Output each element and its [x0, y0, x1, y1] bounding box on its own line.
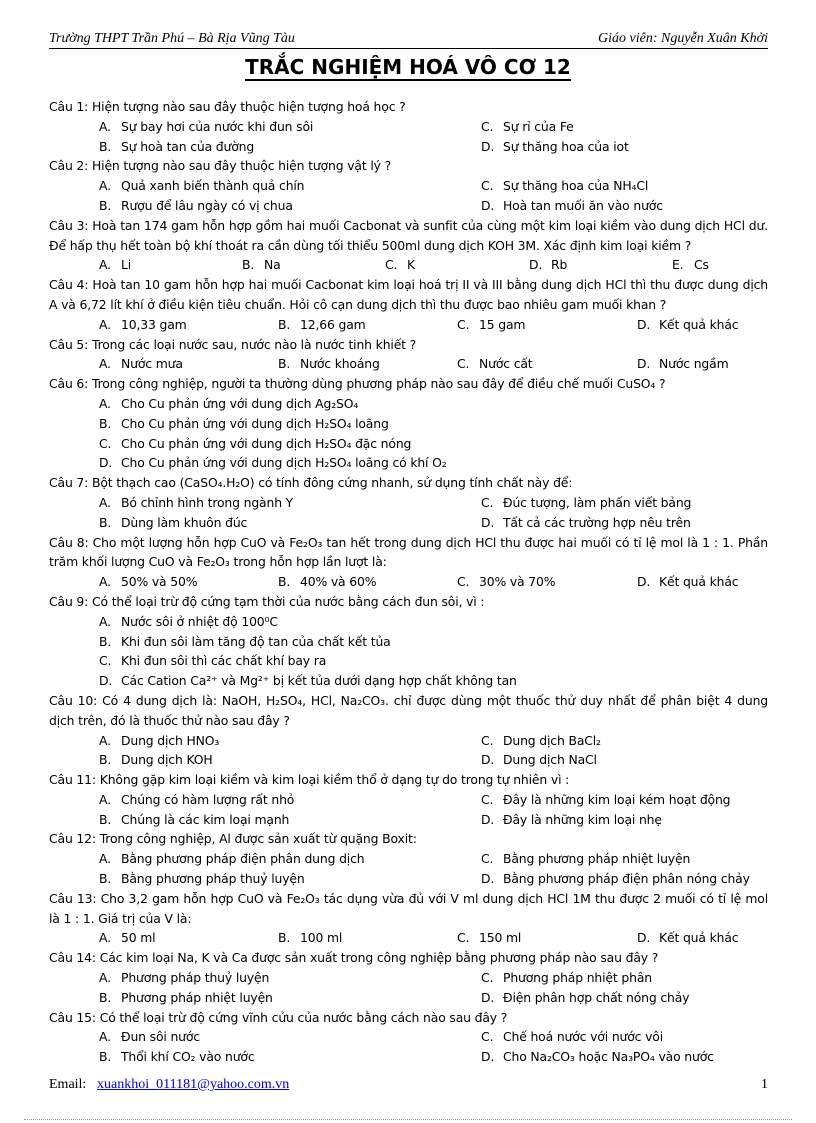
option-text: Đây là những kim loại nhẹ — [503, 811, 662, 827]
question-stem: Câu 9: Có thể loại trừ độ cứng tạm thời của nước bằng cách đun sôi, vì : — [49, 593, 485, 609]
option-letter: A. — [99, 257, 111, 273]
option-text: Bó chỉnh hình trong ngành Y — [121, 494, 294, 510]
option-text: Sự thăng hoa của NH₄Cl — [503, 178, 649, 194]
options-row — [49, 572, 768, 592]
option-text: Dung dịch NaCl — [503, 752, 597, 768]
option-text: Nước khoáng — [300, 356, 380, 372]
option-letter: D. — [481, 752, 495, 768]
option-letter: C. — [481, 851, 494, 867]
options-row — [49, 968, 768, 988]
options-row — [49, 255, 768, 275]
option-letter: D. — [481, 1049, 495, 1065]
option-letter: A. — [99, 574, 111, 590]
option-text: Nước sôi ở nhiệt độ 100⁰C — [121, 613, 278, 629]
option-text: Bằng phương pháp nhiệt luyện — [503, 851, 691, 867]
option-text: 150 ml — [479, 930, 522, 946]
option-letter: A. — [99, 178, 111, 194]
option-letter: B. — [99, 811, 112, 827]
answer-option[interactable] — [49, 434, 768, 454]
question-stem: Câu 1: Hiện tượng nào sau đây thuộc hiện tượng hoá học ? — [49, 99, 406, 114]
question-stem: Câu 11: Không gặp kim loại kiềm và kim loại kiềm thổ ở dạng tự do trong tự nhiên vì : — [49, 772, 570, 788]
question-stem: Câu 15: Có thể loại trừ độ cứng vĩnh cửu của nước bằng cách nào sau đây ? — [49, 1009, 508, 1025]
answer-option[interactable] — [99, 810, 289, 830]
option-text: Rượu để lâu ngày có vị chua — [121, 197, 293, 213]
option-letter: C. — [99, 653, 112, 669]
option-letter: B. — [99, 138, 112, 154]
options-column — [49, 394, 768, 473]
bottom-divider — [24, 1119, 792, 1120]
options-row — [49, 354, 768, 374]
option-letter: C. — [481, 732, 494, 748]
answer-option[interactable] — [99, 869, 305, 889]
answer-option[interactable] — [481, 493, 691, 513]
option-text: Đúc tượng, làm phấn viết bảng — [503, 494, 692, 510]
answer-option[interactable] — [99, 1027, 200, 1047]
question-9 — [49, 592, 768, 691]
answer-option[interactable] — [49, 671, 768, 691]
question-5 — [49, 335, 768, 375]
answer-option[interactable] — [278, 572, 376, 592]
answer-option[interactable] — [49, 414, 768, 434]
answer-option[interactable] — [99, 513, 247, 533]
option-text: 50% và 50% — [121, 574, 198, 590]
answer-option[interactable] — [99, 493, 293, 513]
option-letter: A. — [99, 494, 111, 510]
option-text: Dung dịch BaCl₂ — [503, 732, 601, 748]
options-row — [49, 196, 768, 216]
options-row — [49, 988, 768, 1008]
question-3 — [49, 216, 768, 275]
option-text: Rb — [551, 257, 568, 273]
question-stem: Câu 14: Các kim loại Na, K và Ca được sản xuất trong công nghiệp bằng phương pháp nào sau đây ? — [49, 950, 659, 966]
option-letter: D. — [481, 514, 495, 530]
option-text: 15 gam — [479, 316, 526, 332]
option-letter: B. — [99, 514, 112, 530]
option-letter: A. — [99, 970, 111, 986]
option-text: Cs — [694, 257, 709, 273]
question-stem: Câu 2: Hiện tượng nào sau đây thuộc hiện tượng vật lý ? — [49, 158, 392, 174]
option-letter: A. — [99, 118, 111, 134]
answer-option[interactable] — [99, 790, 294, 810]
option-text: Cho Cu phản ứng với dung dịch Ag₂SO₄ — [121, 395, 359, 411]
email-label: Email: — [49, 1077, 87, 1092]
option-text: 12,66 gam — [300, 316, 366, 332]
page-header — [49, 30, 768, 49]
answer-option[interactable] — [481, 137, 629, 157]
answer-option[interactable] — [481, 790, 730, 810]
option-letter: B. — [242, 257, 255, 273]
answer-option[interactable] — [99, 117, 313, 137]
option-text: 100 ml — [300, 930, 343, 946]
options-row — [49, 869, 768, 889]
option-text: Kết quả khác — [659, 316, 739, 332]
answer-option[interactable] — [481, 176, 648, 196]
answer-option[interactable] — [481, 750, 597, 770]
option-text: Quả xanh biến thành quả chín — [121, 178, 305, 194]
option-text: K — [407, 257, 415, 273]
option-letter: C. — [481, 178, 494, 194]
option-letter: B. — [99, 871, 112, 887]
answer-option[interactable] — [99, 849, 364, 869]
question-list — [49, 97, 768, 1067]
options-row — [49, 117, 768, 137]
question-6 — [49, 374, 768, 473]
options-row — [49, 790, 768, 810]
option-text: Dùng làm khuôn đúc — [121, 514, 248, 530]
option-text: Nước ngầm — [659, 356, 729, 372]
option-text: 40% và 60% — [300, 574, 377, 590]
option-letter: B. — [278, 316, 291, 332]
option-letter: C. — [457, 316, 470, 332]
answer-option[interactable] — [99, 354, 183, 374]
option-letter: A. — [99, 732, 111, 748]
answer-option[interactable] — [481, 196, 663, 216]
answer-option[interactable] — [242, 255, 281, 275]
option-letter: D. — [481, 138, 495, 154]
option-letter: B. — [99, 989, 112, 1005]
question-stem: Câu 7: Bột thạch cao (CaSO₄.H₂O) có tính đông cứng nhanh, sử dụng tính chất này để: — [49, 475, 573, 491]
option-text: Dung dịch KOH — [121, 752, 213, 768]
question-stem: Câu 12: Trong công nghiệp, Al được sản xuất từ quặng Boxit: — [49, 831, 417, 847]
option-letter: D. — [529, 257, 543, 273]
question-stem: Câu 4: Hoà tan 10 gam hỗn hợp hai muối Cacbonat kim loại hoá trị II và III bằng dung dịch HCl thì thu được dung dịch A và 6,72 lít khí ở điều kiện tiêu chuẩn. Hỏi cô cạn dung dịch thì thu được bao nhiêu gam muối khan ? — [49, 277, 768, 312]
option-text: Nước cất — [479, 356, 533, 372]
option-letter: C. — [481, 791, 494, 807]
option-text: Đun sôi nước — [121, 1029, 200, 1045]
option-letter: A. — [99, 930, 111, 946]
option-letter: A. — [99, 395, 111, 411]
option-letter: A. — [99, 1029, 111, 1045]
options-column — [49, 612, 768, 691]
options-row — [49, 176, 768, 196]
options-row — [49, 1047, 768, 1067]
question-stem: Câu 3: Hoà tan 174 gam hỗn hợp gồm hai muối Cacbonat và sunfit của cùng một kim loại kiềm vào dung dịch HCl dư. Để hấp thụ hết toàn bộ khí thoát ra cần dùng tối thiểu 500ml dung dịch KOH 3M. Xác định kim loại kiềm ? — [49, 217, 768, 253]
option-letter: D. — [481, 989, 495, 1005]
question-stem: Câu 6: Trong công nghiệp, người ta thường dùng phương pháp nào sau đây để điều chế muối CuSO₄ ? — [49, 376, 666, 392]
options-row — [49, 493, 768, 513]
option-letter: C. — [385, 257, 398, 273]
option-text: Sự bay hơi của nước khi đun sôi — [121, 118, 314, 134]
answer-option[interactable] — [529, 255, 567, 275]
options-row — [49, 928, 768, 948]
question-stem: Câu 8: Cho một lượng hỗn hợp CuO và Fe₂O₃ tan hết trong dung dịch HCl thu được hai muối có tỉ lệ mol là 1 : 1. Phần trăm khối lượng CuO và Fe₂O₃ trong hỗn hợp lần lượt là: — [49, 534, 768, 570]
answer-option[interactable] — [637, 315, 738, 335]
option-letter: D. — [481, 197, 495, 213]
page-title — [0, 55, 816, 79]
options-row — [49, 513, 768, 533]
answer-option[interactable] — [637, 572, 738, 592]
answer-option[interactable] — [457, 928, 521, 948]
question-11 — [49, 770, 768, 829]
option-text: Phương pháp thuỷ luyện — [121, 970, 270, 986]
option-letter: C. — [481, 1029, 494, 1045]
answer-option[interactable] — [637, 354, 729, 374]
question-8 — [49, 533, 768, 592]
option-letter: C. — [481, 118, 494, 134]
option-text: Chúng có hàm lượng rất nhỏ — [121, 791, 295, 807]
option-letter: B. — [278, 930, 291, 946]
option-letter: C. — [99, 435, 112, 451]
answer-option[interactable] — [481, 1047, 714, 1067]
answer-option[interactable] — [481, 810, 662, 830]
option-letter: D. — [99, 455, 113, 471]
answer-option[interactable] — [481, 731, 601, 751]
option-letter: C. — [457, 356, 470, 372]
option-text: Hoà tan muối ăn vào nước — [503, 197, 663, 213]
option-text: Đây là những kim loại kém hoạt động — [503, 791, 731, 807]
answer-option[interactable] — [672, 255, 709, 275]
option-letter: A. — [99, 356, 111, 372]
option-letter: B. — [99, 752, 112, 768]
option-text: Thổi khí CO₂ vào nước — [121, 1049, 255, 1065]
option-letter: C. — [481, 970, 494, 986]
answer-option[interactable] — [99, 1047, 255, 1067]
answer-option[interactable] — [99, 928, 155, 948]
answer-option[interactable] — [99, 137, 254, 157]
answer-option[interactable] — [99, 750, 213, 770]
answer-option[interactable] — [481, 513, 691, 533]
question-7 — [49, 473, 768, 532]
option-letter: A. — [99, 316, 111, 332]
teacher-name: Giáo viên: Nguyễn Xuân Khởi — [598, 31, 768, 46]
option-text: Phương pháp nhiệt phân — [503, 970, 652, 986]
option-text: Các Cation Ca²⁺ và Mg²⁺ bị kết tủa dưới dạng hợp chất không tan — [121, 673, 517, 689]
answer-option[interactable] — [99, 731, 219, 751]
options-row — [49, 315, 768, 335]
option-letter: E. — [672, 257, 684, 273]
option-letter: D. — [637, 574, 651, 590]
answer-option[interactable] — [99, 315, 187, 335]
option-letter: C. — [457, 574, 470, 590]
option-letter: C. — [481, 494, 494, 510]
option-text: Cho Cu phản ứng với dung dịch H₂SO₄ loãng có khí O₂ — [121, 455, 447, 471]
option-letter: A. — [99, 791, 111, 807]
answer-option[interactable] — [49, 651, 768, 671]
option-text: Bằng phương pháp thuỷ luyện — [121, 871, 305, 887]
option-letter: D. — [637, 356, 651, 372]
option-text: 50 ml — [121, 930, 156, 946]
question-12 — [49, 829, 768, 888]
question-14 — [49, 948, 768, 1007]
answer-option[interactable] — [99, 572, 197, 592]
answer-option[interactable] — [481, 988, 689, 1008]
question-2 — [49, 156, 768, 215]
option-text: Phương pháp nhiệt luyện — [121, 989, 273, 1005]
question-stem: Câu 10: Có 4 dung dịch là: NaOH, H₂SO₄, HCl, Na₂CO₃. chỉ được dùng một thuốc thử duy nhất để phân biệt 4 dung dịch trên, đó là thuốc thử nào sau đây ? — [49, 692, 768, 728]
answer-option[interactable] — [49, 453, 768, 473]
options-row — [49, 137, 768, 157]
page-title-text: TRẮC NGHIỆM HOÁ VÔ CƠ 12 — [245, 55, 571, 79]
question-15 — [49, 1008, 768, 1067]
option-text: Sự rỉ của Fe — [503, 118, 574, 134]
email-link[interactable]: xuankhoi_011181@yahoo.com.vn — [97, 1077, 290, 1092]
option-text: Cho Cu phản ứng với dung dịch H₂SO₄ đặc nóng — [121, 435, 412, 451]
option-text: 30% và 70% — [479, 574, 556, 590]
answer-option[interactable] — [278, 315, 366, 335]
option-text: Khi đun sôi thì các chất khí bay ra — [121, 653, 327, 669]
answer-option[interactable] — [99, 255, 131, 275]
page-footer — [49, 1077, 768, 1095]
option-text: Sự thăng hoa của iot — [503, 138, 629, 154]
option-text: Nước mưa — [121, 356, 183, 372]
option-text: Bằng phương pháp điện phân dung dịch — [121, 851, 365, 867]
option-letter: A. — [99, 613, 111, 629]
answer-option[interactable] — [99, 968, 269, 988]
option-letter: C. — [457, 930, 470, 946]
option-letter: B. — [99, 197, 112, 213]
answer-option[interactable] — [457, 354, 533, 374]
option-letter: D. — [637, 930, 651, 946]
question-4 — [49, 275, 768, 334]
option-text: Khi đun sôi làm tăng độ tan của chất kết tủa — [121, 633, 391, 649]
school-name: Trường THPT Trần Phú – Bà Rịa Vũng Tàu — [49, 31, 295, 46]
answer-option[interactable] — [481, 1027, 663, 1047]
option-text: Cho Na₂CO₃ hoặc Na₃PO₄ vào nước — [503, 1049, 714, 1065]
answer-option[interactable] — [49, 394, 768, 414]
option-text: Kết quả khác — [659, 930, 739, 946]
option-letter: D. — [481, 871, 495, 887]
option-text: Sự hoà tan của đường — [121, 138, 255, 154]
question-stem: Câu 13: Cho 3,2 gam hỗn hợp CuO và Fe₂O₃ tác dụng vừa đủ với V ml dung dịch HCl 1M thu được 2 muối có tỉ lệ mol là 1 : 1. Giá trị của V là: — [49, 890, 768, 926]
answer-option[interactable] — [481, 968, 652, 988]
answer-option[interactable] — [457, 572, 555, 592]
option-letter: B. — [99, 633, 112, 649]
option-letter: D. — [481, 811, 495, 827]
answer-option[interactable] — [481, 849, 690, 869]
option-text: Cho Cu phản ứng với dung dịch H₂SO₄ loãng — [121, 415, 389, 431]
option-text: Dung dịch HNO₃ — [121, 732, 220, 748]
page-number: 1 — [761, 1077, 768, 1092]
answer-option[interactable] — [49, 632, 768, 652]
question-1 — [49, 97, 768, 156]
option-text: Chúng là các kim loại mạnh — [121, 811, 290, 827]
option-text: Li — [121, 257, 132, 273]
answer-option[interactable] — [637, 928, 738, 948]
answer-option[interactable] — [481, 117, 574, 137]
option-letter: D. — [99, 673, 113, 689]
options-row — [49, 750, 768, 770]
question-stem: Câu 5: Trong các loại nước sau, nước nào là nước tinh khiết ? — [49, 336, 417, 352]
option-letter: B. — [99, 1049, 112, 1065]
options-row — [49, 849, 768, 869]
answer-option[interactable] — [99, 196, 293, 216]
answer-option[interactable] — [278, 354, 380, 374]
answer-option[interactable] — [481, 869, 750, 889]
option-text: Bằng phương pháp điện phân nóng chảy — [503, 871, 750, 887]
option-text: 10,33 gam — [121, 316, 187, 332]
option-text: Chế hoá nước với nước vôi — [503, 1029, 664, 1045]
option-text: Na — [264, 257, 281, 273]
option-letter: A. — [99, 851, 111, 867]
answer-option[interactable] — [385, 255, 415, 275]
option-text: Kết quả khác — [659, 574, 739, 590]
option-letter: B. — [278, 574, 291, 590]
answer-option[interactable] — [49, 612, 768, 632]
answer-option[interactable] — [99, 176, 304, 196]
answer-option[interactable] — [278, 928, 342, 948]
option-text: Điện phân hợp chất nóng chảy — [503, 989, 690, 1005]
option-letter: D. — [637, 316, 651, 332]
options-row — [49, 810, 768, 830]
options-row — [49, 1027, 768, 1047]
question-13 — [49, 889, 768, 948]
option-text: Tất cả các trường hợp nêu trên — [503, 514, 691, 530]
option-letter: B. — [278, 356, 291, 372]
answer-option[interactable] — [99, 988, 273, 1008]
option-letter: B. — [99, 415, 112, 431]
options-row — [49, 731, 768, 751]
question-10 — [49, 691, 768, 770]
answer-option[interactable] — [457, 315, 525, 335]
